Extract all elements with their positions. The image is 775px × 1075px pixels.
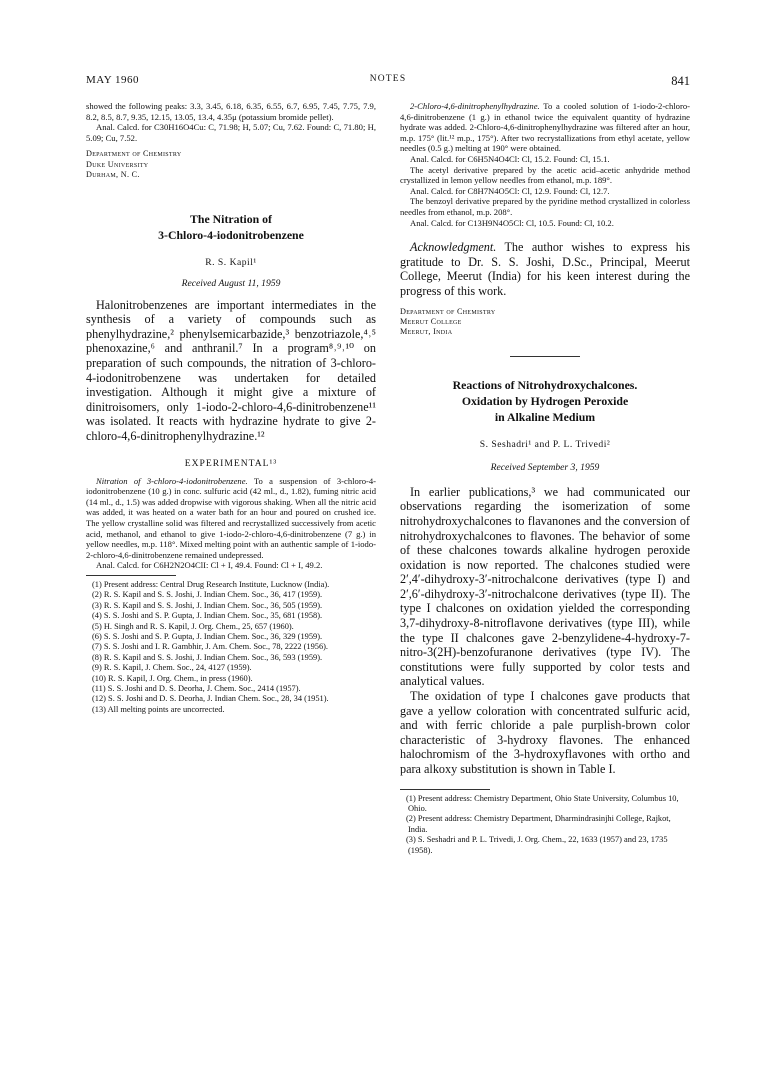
footnote: (1) Present address: Chemistry Department, Ohio State University, Columbus 10, Ohio. xyxy=(406,793,679,813)
analysis-paragraph: Anal. Calcd. for C30H16O4Cu: C, 71.98; H, 5.07; Cu, 7.62. Found: C, 71.80; H, 5.09; Cu, 7.52. xyxy=(86,122,376,143)
experimental-paragraph xyxy=(86,476,376,561)
address-line: Duke University xyxy=(86,159,149,169)
acknowledgment-text: The author wishes to express his gratitude to Dr. S. S. Joshi, D.Sc., Principal, Meerut College, Meerut (India) for his keen interest during the progress of this work. xyxy=(400,240,690,298)
hydrazine-paragraph xyxy=(400,101,690,154)
footnote: (1) Present address: Central Drug Research Institute, Lucknow (India). xyxy=(92,579,330,589)
article-author: R. S. Kapil¹ xyxy=(205,256,257,268)
received-date: Received September 3, 1959 xyxy=(490,461,600,473)
footnotes xyxy=(86,580,376,715)
address-line: Meerut College xyxy=(400,316,462,326)
footnote: (3) S. Seshadri and P. L. Trivedi, J. Org. Chem., 22, 1633 (1957) and 23, 1735 (1958). xyxy=(406,835,668,855)
hydrazine-lead: 2-Chloro-4,6-dinitrophenylhydrazine. xyxy=(410,101,540,111)
footnote: (6) S. S. Joshi and S. P. Gupta, J. Indian Chem. Soc., 36, 329 (1959). xyxy=(92,631,323,641)
acknowledgment-lead: Acknowledgment. xyxy=(410,240,497,255)
analysis-paragraph: Anal. Calcd. for C13H9N4O5Cl: Cl, 10.5. Found: Cl, 10.2. xyxy=(410,217,614,228)
header-date: MAY 1960 xyxy=(86,74,140,86)
experimental-analysis: Anal. Calcd. for C6H2N2O4ClI: Cl + I, 49.4. Found: Cl + I, 49.2. xyxy=(96,560,323,571)
analysis-paragraph: Anal. Calcd. for C8H7N4O5Cl: Cl, 12.9. Found: Cl, 12.7. xyxy=(410,185,610,196)
footnote: (13) All melting points are uncorrected. xyxy=(92,704,225,714)
footnote: (10) R. S. Kapil, J. Org. Chem., in press (1960). xyxy=(92,673,253,683)
acetyl-paragraph: The acetyl derivative prepared by the acetic acid–acetic anhydride method crystallized in lemon yellow needles from ethanol, m.p. 189°. xyxy=(400,164,690,186)
footnote: (11) S. S. Joshi and D. S. Deorha, J. Chem. Soc., 2414 (1957). xyxy=(92,683,301,693)
body-paragraph: Halonitrobenzenes are important intermediates in the synthesis of a variety of compounds such as phenylhydrazine,² phenylsemicarbazide,³ benzotriazole,⁴˒⁵ phenoxazine,⁶ and anthranil.⁷ In a program⁸˒⁹˒¹⁰ on preparation of such compounds, the nitration of 3-chloro-4-iodonitrobenzene was undertaken for detailed investigation. Although it might give a mixture of dinitroisomers, only 1-iodo-2-chloro-4,6-dinitrobenzene¹¹ was isolated. It reacts with hydrazine hydrate to give 2-chloro-4,6-dinitrophenylhydrazine.¹² xyxy=(86,297,376,443)
footnotes xyxy=(400,794,690,856)
footnote: (3) R. S. Kapil and S. S. Joshi, J. Indian Chem. Soc., 36, 505 (1959). xyxy=(92,600,323,610)
footnote: (4) S. S. Joshi and S. P. Gupta, J. Indian Chem. Soc., 35, 681 (1958). xyxy=(92,611,323,621)
article-title: Reactions of Nitrohydroxychalcones. xyxy=(452,377,638,392)
address-line: Department of Chemistry xyxy=(86,149,182,159)
footnote: (2) R. S. Kapil and S. S. Joshi, J. Indian Chem. Soc., 36, 417 (1959). xyxy=(92,590,323,600)
address-line: Department of Chemistry xyxy=(400,306,496,316)
address-line: Durham, N. C. xyxy=(86,170,140,180)
footnote: (8) R. S. Kapil and S. S. Joshi, J. Indian Chem. Soc., 36, 593 (1959). xyxy=(92,652,323,662)
acknowledgment-paragraph xyxy=(400,240,690,298)
address-line: Meerut, India xyxy=(400,327,453,337)
page-number: 841 xyxy=(671,74,690,88)
footnote: (12) S. S. Joshi and D. S. Deorha, J. Indian Chem. Soc., 28, 34 (1951). xyxy=(92,694,329,704)
benzoyl-paragraph: The benzoyl derivative prepared by the pyridine method crystallized in colorless needles from ethanol, m.p. 208°. xyxy=(400,196,690,217)
footnote: (5) H. Singh and R. S. Kapil, J. Org. Chem., 25, 657 (1960). xyxy=(92,621,294,631)
left-column xyxy=(86,101,376,715)
analysis-paragraph: Anal. Calcd. for C6H5N4O4Cl: Cl, 15.2. Found: Cl, 15.1. xyxy=(410,153,610,164)
experimental-lead: Nitration of 3-chloro-4-iodonitrobenzene. xyxy=(96,475,248,486)
right-column xyxy=(400,101,690,856)
section-heading: EXPERIMENTAL¹³ xyxy=(184,457,278,469)
article-title: The Nitration of xyxy=(190,211,272,226)
article-title: 3-Chloro-4-iodonitrobenzene xyxy=(158,227,304,242)
footnote: (9) R. S. Kapil, J. Chem. Soc., 24, 4127 (1959). xyxy=(92,663,252,673)
article-title: Oxidation by Hydrogen Peroxide xyxy=(461,393,629,408)
experimental-text: To a suspension of 3-chloro-4-iodonitrobenzene (10 g.) in conc. sulfuric acid (42 ml., d., 1.82), fuming nitric acid (14 ml., d., 1.5) was added dropwise with vigorous shaking. When all the nitric acid was added, it was heated on a water bath for an hour and poured on crushed ice. The yellow crystalline solid was filtered and recrystallized successively from acetic acid, methanol, and ethanol to give 1-iodo-2-chloro-4,6-dinitrobenzene (7 g.) in yellow needles, m.p. 118°. Mixed melting point with an authentic sample of 1-iodo-2-chloro-4,6-dinitrobenzene remained undepressed. xyxy=(86,475,377,560)
header-section: NOTES xyxy=(369,74,407,84)
hydrazine-text: To a cooled solution of 1-iodo-2-chloro-4,6-dinitrobenzene (1 g.) in ethanol twice the equivalent quantity of hydrazine hydrate was added. 2-Chloro-4,6-dinitrophenylhydrazine was filtered after an hour, m.p. 175° (lit.¹² m.p., 175°). After two recrystallizations from ethyl acetate, yellow needles (0.5 g.) melting at 190° were obtained. xyxy=(400,101,690,154)
footnote: (7) S. S. Joshi and I. R. Gambhir, J. Am. Chem. Soc., 78, 2222 (1956). xyxy=(92,642,329,652)
footnote: (2) Present address: Chemistry Department, Dharmindrasinjhi College, Rajkot, India. xyxy=(406,814,671,834)
ir-peaks-paragraph: showed the following peaks: 3.3, 3.45, 6.18, 6.35, 6.55, 6.7, 6.95, 7.45, 7.75, 7.9, 8.2, 8.5, 8.7, 9.35, 12.15, 13.05, 13.4, 4.35μ (potassium bromide pellet). xyxy=(86,101,376,122)
article-title: in Alkaline Medium xyxy=(494,409,596,424)
body-paragraph: The oxidation of type I chalcones gave products that gave a yellow coloration with concentrated sulfuric acid, and with ferric chloride a pale purplish-brown color characteristic of 3-hydroxy flavones. The enhanced halochromism of the 3-hydroxyflavones with ortho and para alkoxy substitution is shown in Table I. xyxy=(400,689,690,776)
article-authors: S. Seshadri¹ and P. L. Trivedi² xyxy=(479,438,611,450)
received-date: Received August 11, 1959 xyxy=(181,277,281,289)
page-header xyxy=(86,74,690,90)
body-paragraph: In earlier publications,³ we had communicated our observations regarding the isomerization of some nitrohydroxychalcones to flavanones and the conversion of nitrohydroxychalcones to flavones. The behavior of some of these chalcones towards alkaline hydrogen peroxide oxidation is now reported. The chalcones studied were 2′,4′-dihydroxy-3′-nitrochalcone derivatives (type I) and 2′,6′-dihydroxy-3′-nitrochalcone derivatives (type II). The type I chalcones on oxidation yielded the corresponding 3,7-dihydroxy-8-nitroflavone derivatives (type III), while the type II chalcones gave 2-benzylidene-4-hydroxy-7-nitro-3(2H)-benzofuranone derivatives (type IV). The constitutions were fully supported by color tests and analytical values. xyxy=(400,484,690,689)
